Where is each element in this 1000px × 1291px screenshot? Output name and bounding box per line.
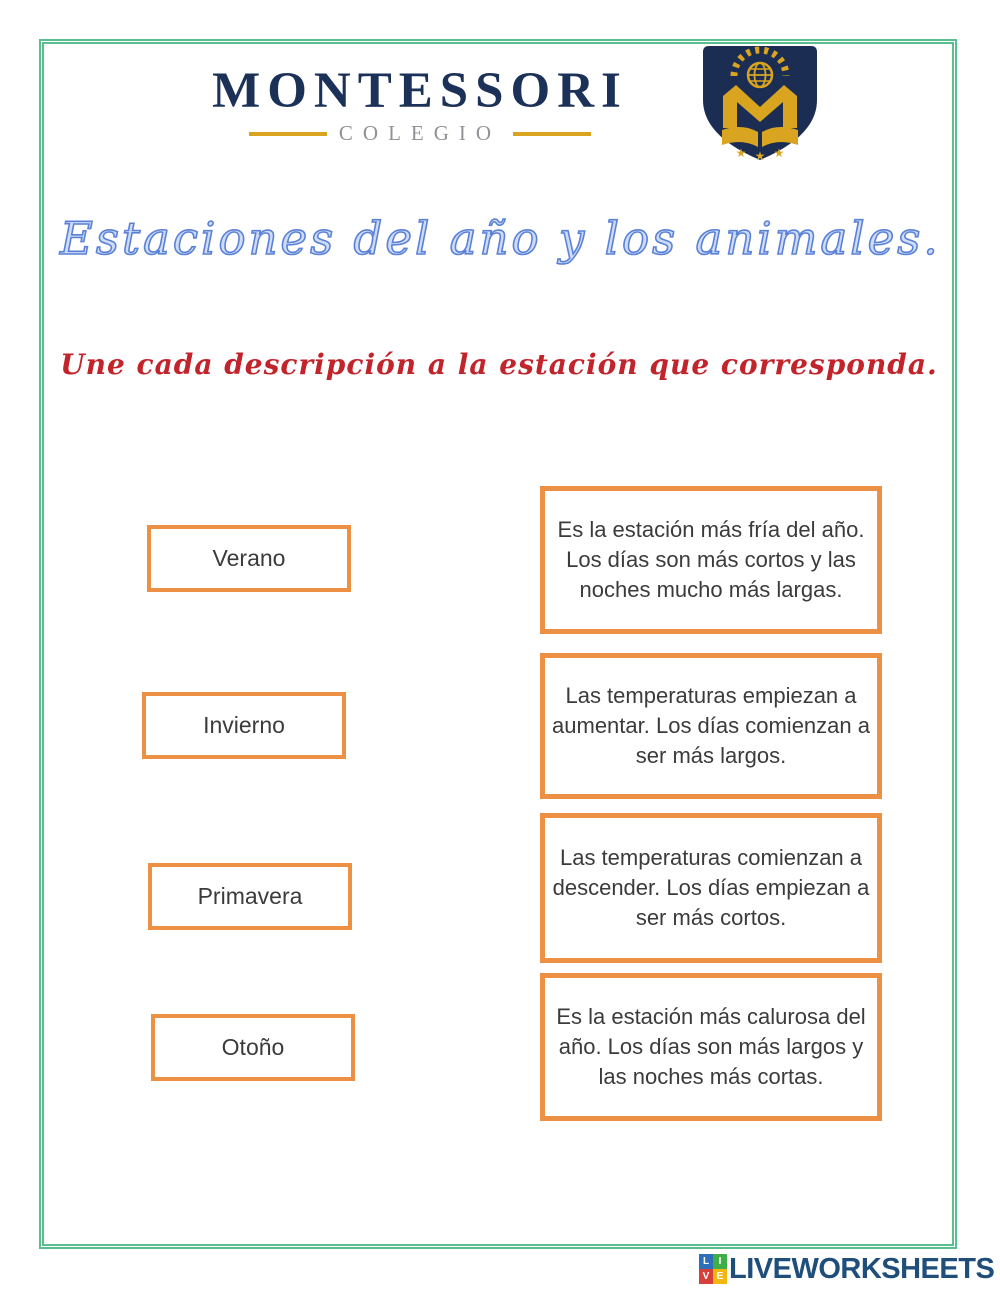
description-text: Las temperaturas comienzan a descender. Los días empiezan a ser más cortos. bbox=[552, 845, 870, 930]
lw-cell-e: E bbox=[713, 1269, 727, 1284]
season-label: Primavera bbox=[197, 883, 303, 909]
school-logo bbox=[150, 63, 690, 146]
worksheet-title: Estaciones del año y los animales. bbox=[60, 212, 941, 265]
season-label: Verano bbox=[212, 545, 286, 571]
season-label: Otoño bbox=[221, 1034, 285, 1060]
season-box-verano[interactable] bbox=[147, 525, 351, 592]
lw-cell-l: L bbox=[699, 1254, 713, 1269]
liveworksheets-brand-text: LIVEWORKSHEETS bbox=[729, 1252, 995, 1285]
liveworksheets-grid-icon bbox=[699, 1254, 727, 1284]
lw-cell-i: I bbox=[713, 1254, 727, 1269]
logo-title: MONTESSORI bbox=[212, 63, 628, 119]
montessori-shield-icon bbox=[693, 44, 827, 162]
description-box-autumn[interactable] bbox=[540, 813, 882, 963]
svg-text:★: ★ bbox=[754, 149, 766, 162]
instruction-text: Une cada descripción a la estación que corresponda. bbox=[60, 348, 938, 381]
svg-text:★: ★ bbox=[735, 146, 747, 160]
svg-text:★: ★ bbox=[773, 146, 785, 160]
season-label: Invierno bbox=[203, 712, 285, 738]
lw-cell-v: V bbox=[699, 1269, 713, 1284]
gold-rule-left bbox=[249, 132, 327, 136]
season-box-otono[interactable] bbox=[151, 1014, 355, 1081]
description-text: Las temperaturas empiezan a aumentar. Los días comienzan a ser más largos. bbox=[552, 683, 870, 768]
logo-subtitle: COLEGIO bbox=[338, 121, 502, 145]
description-box-winter[interactable] bbox=[540, 486, 882, 634]
description-box-summer[interactable] bbox=[540, 973, 882, 1121]
description-text: Es la estación más calurosa del año. Los días son más largos y las noches más cortas. bbox=[556, 1004, 866, 1089]
liveworksheets-logo[interactable] bbox=[699, 1254, 994, 1284]
season-box-invierno[interactable] bbox=[142, 692, 346, 759]
description-text: Es la estación más fría del año. Los días son más cortos y las noches mucho más largas. bbox=[557, 517, 865, 602]
logo-subtitle-row bbox=[150, 121, 690, 146]
season-box-primavera[interactable] bbox=[148, 863, 352, 930]
description-box-spring[interactable] bbox=[540, 653, 882, 799]
gold-rule-right bbox=[513, 132, 591, 136]
